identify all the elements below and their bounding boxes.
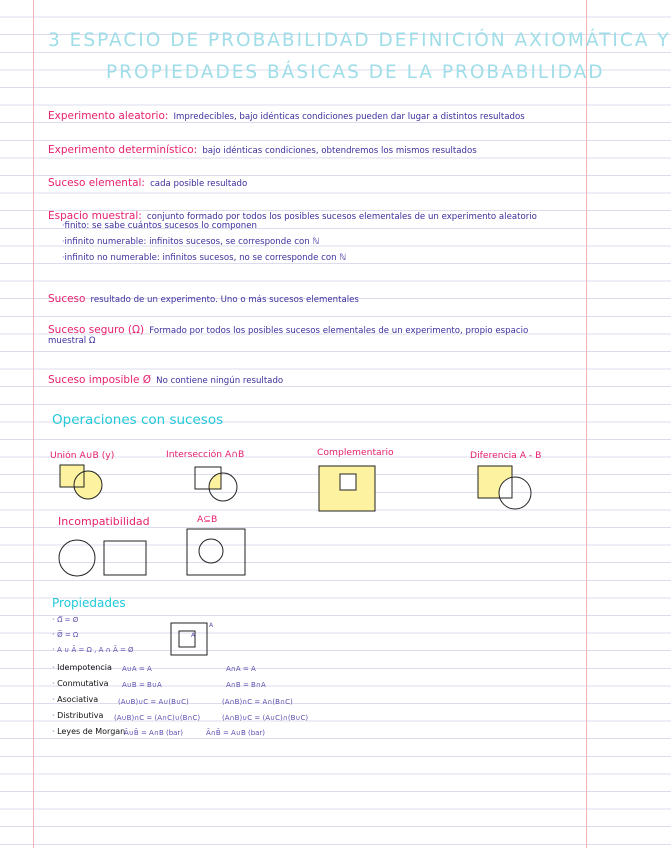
property-right-morgan: Ā∩B̄ = A∪B (bar) bbox=[206, 729, 266, 737]
complement-small-letter-a-outer: A bbox=[209, 622, 214, 629]
property-left-asociativa: (A∪B)∪C = A∪(B∪C) bbox=[118, 698, 189, 706]
property-left-conmutativa: A∪B = B∪A bbox=[122, 681, 162, 689]
def-term: Suceso seguro (Ω) bbox=[48, 324, 145, 336]
property-right-asociativa: (A∩B)∩C = A∩(B∩C) bbox=[222, 698, 293, 706]
def-suceso-imposible bbox=[48, 368, 283, 387]
property-left-idempotencia: A∪A = A bbox=[122, 665, 152, 673]
espacio-item-infinito-numerable: ·infinito numerable: infinitos sucesos, se corresponde con ℕ bbox=[62, 237, 320, 247]
def-term: Espacio muestral: bbox=[48, 210, 142, 222]
def-term: Experimento aleatorio: bbox=[48, 110, 169, 122]
page-title-line2: PROPIEDADES BÁSICAS DE LA PROBABILIDAD bbox=[106, 62, 605, 83]
properties-heading: Propiedades bbox=[52, 596, 126, 610]
operations-heading: Operaciones con sucesos bbox=[52, 412, 224, 428]
def-text: cada posible resultado bbox=[150, 179, 248, 189]
op-label-incompatibilidad: Incompatibilidad bbox=[58, 515, 150, 528]
op-label-subset: A⊆B bbox=[197, 514, 218, 525]
subset-diagram bbox=[186, 528, 250, 578]
op-label-union: Unión A∪B (y) bbox=[50, 450, 115, 461]
incompatibilidad-diagram bbox=[57, 538, 167, 580]
property-left-morgan: Ā∪B̄ = A∩B (bar) bbox=[124, 729, 184, 737]
def-term: Suceso bbox=[48, 293, 86, 305]
def-suceso bbox=[48, 287, 359, 306]
def-experimento-aleatorio bbox=[48, 104, 525, 123]
left-margin-line bbox=[33, 0, 34, 848]
property-right-distributiva: (A∩B)∪C = (A∪C)∩(B∪C) bbox=[222, 714, 309, 722]
property-left-distributiva: (A∪B)∩C = (A∩C)∪(B∩C) bbox=[114, 714, 201, 722]
property-row-asociativa: · Asociativa bbox=[52, 695, 99, 704]
property-right-conmutativa: A∩B = B∩A bbox=[226, 681, 266, 689]
property-row-morgan: · Leyes de Morgan bbox=[52, 727, 126, 736]
property-row-distributiva: · Distributiva bbox=[52, 711, 104, 720]
complementario-diagram bbox=[318, 465, 378, 515]
property-right-idempotencia: A∩A = A bbox=[226, 665, 256, 673]
page-title-line1: 3 ESPACIO DE PROBABILIDAD DEFINICIÓN AXIOMÁTICA Y bbox=[48, 30, 671, 51]
op-label-complementario: Complementario bbox=[317, 447, 394, 458]
property-basic-1: · Ω̅ = Ø bbox=[52, 615, 79, 624]
def-text: Formado por todos los posibles sucesos elementales de un experimento, propio espacio bbox=[149, 326, 529, 336]
def-term: Suceso elemental: bbox=[48, 177, 145, 189]
def-suceso-seguro-cont: muestral Ω bbox=[48, 336, 96, 346]
right-margin-line bbox=[586, 0, 587, 848]
op-label-interseccion: Intersección A∩B bbox=[166, 449, 245, 460]
diferencia-diagram bbox=[477, 465, 537, 515]
def-text: Impredecibles, bajo idénticas condiciones pueden dar lugar a distintos resultados bbox=[173, 112, 525, 122]
def-suceso-seguro bbox=[48, 318, 528, 337]
espacio-item-finito: ·finito: se sabe cuántos sucesos lo componen bbox=[62, 221, 257, 231]
def-text: bajo idénticas condiciones, obtendremos los mismos resultados bbox=[202, 146, 477, 156]
property-row-idempotencia: · Idempotencia bbox=[52, 663, 112, 672]
def-experimento-deterministico bbox=[48, 138, 477, 157]
property-basic-3: · A ∪ Ā = Ω , A ∩ Ā = Ø bbox=[52, 645, 134, 654]
def-text: conjunto formado por todos los posibles sucesos elementales de un experimento aleatorio bbox=[146, 212, 537, 222]
complement-small-letter-a: A bbox=[191, 632, 196, 639]
property-basic-2: · Ø̅ = Ω bbox=[52, 630, 79, 639]
def-text: No contiene ningún resultado bbox=[156, 376, 284, 386]
def-term: Suceso imposible Ø bbox=[48, 374, 152, 386]
interseccion-diagram bbox=[193, 465, 243, 505]
espacio-item-infinito-no-numerable: ·infinito no numerable: infinitos sucesos, no se corresponde con ℕ bbox=[62, 253, 347, 263]
op-label-diferencia: Diferencia A - B bbox=[470, 450, 542, 461]
union-diagram bbox=[58, 463, 108, 503]
def-text: resultado de un experimento. Uno o más sucesos elementales bbox=[90, 295, 359, 305]
def-term: Experimento determinístico: bbox=[48, 144, 198, 156]
def-suceso-elemental bbox=[48, 171, 247, 190]
property-row-conmutativa: · Conmutativa bbox=[52, 679, 109, 688]
